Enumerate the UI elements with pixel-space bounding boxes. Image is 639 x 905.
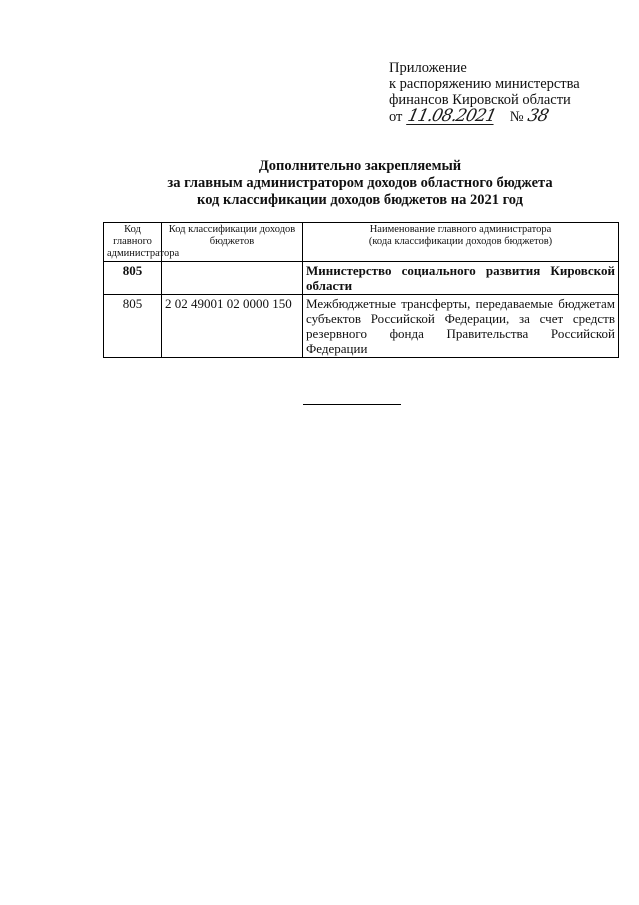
header-kbk: Код классификации доходов бюджетов — [162, 223, 303, 262]
header-admin-code: Код главного администратора — [104, 223, 162, 262]
table-row — [104, 262, 619, 295]
table-row — [104, 295, 619, 358]
appendix-line-2: к распоряжению министерства — [389, 76, 580, 92]
name-cell: Министерство социального развития Кировской области — [303, 262, 619, 295]
name-cell: Межбюджетные трансферты, передаваемые бюджетам субъектов Российской Федерации, за счет средств резервного фонда Правительства Российской Федерации — [303, 295, 619, 358]
header-name — [303, 223, 619, 262]
admin-code-cell: 805 — [104, 262, 162, 295]
from-label: от — [389, 109, 403, 125]
appendix-line-1: Приложение — [389, 60, 467, 76]
title-line-1: Дополнительно закрепляемый — [258, 158, 462, 174]
kbk-cell: 2 02 49001 02 0000 150 — [162, 295, 303, 358]
revenue-code-table — [103, 222, 619, 358]
separator-line — [303, 404, 401, 405]
number-label: № — [509, 109, 524, 125]
table-header-row — [104, 223, 619, 262]
document-title — [100, 158, 620, 209]
header-name-line-1: Наименование главного администратора — [369, 224, 552, 235]
admin-code-cell: 805 — [104, 295, 162, 358]
header-name-line-2: (кода классификации доходов бюджетов) — [368, 236, 553, 247]
date-number-row — [389, 108, 629, 125]
appendix-line-3: финансов Кировской области — [389, 92, 571, 108]
kbk-cell — [162, 262, 303, 295]
handwritten-date: 11.08.2021 — [406, 106, 498, 126]
title-line-2: за главным администратором доходов областного бюджета — [167, 175, 553, 191]
appendix-block — [389, 60, 629, 125]
title-line-3: код классификации доходов бюджетов на 2021 год — [197, 192, 523, 208]
handwritten-number: 38 — [525, 106, 550, 126]
